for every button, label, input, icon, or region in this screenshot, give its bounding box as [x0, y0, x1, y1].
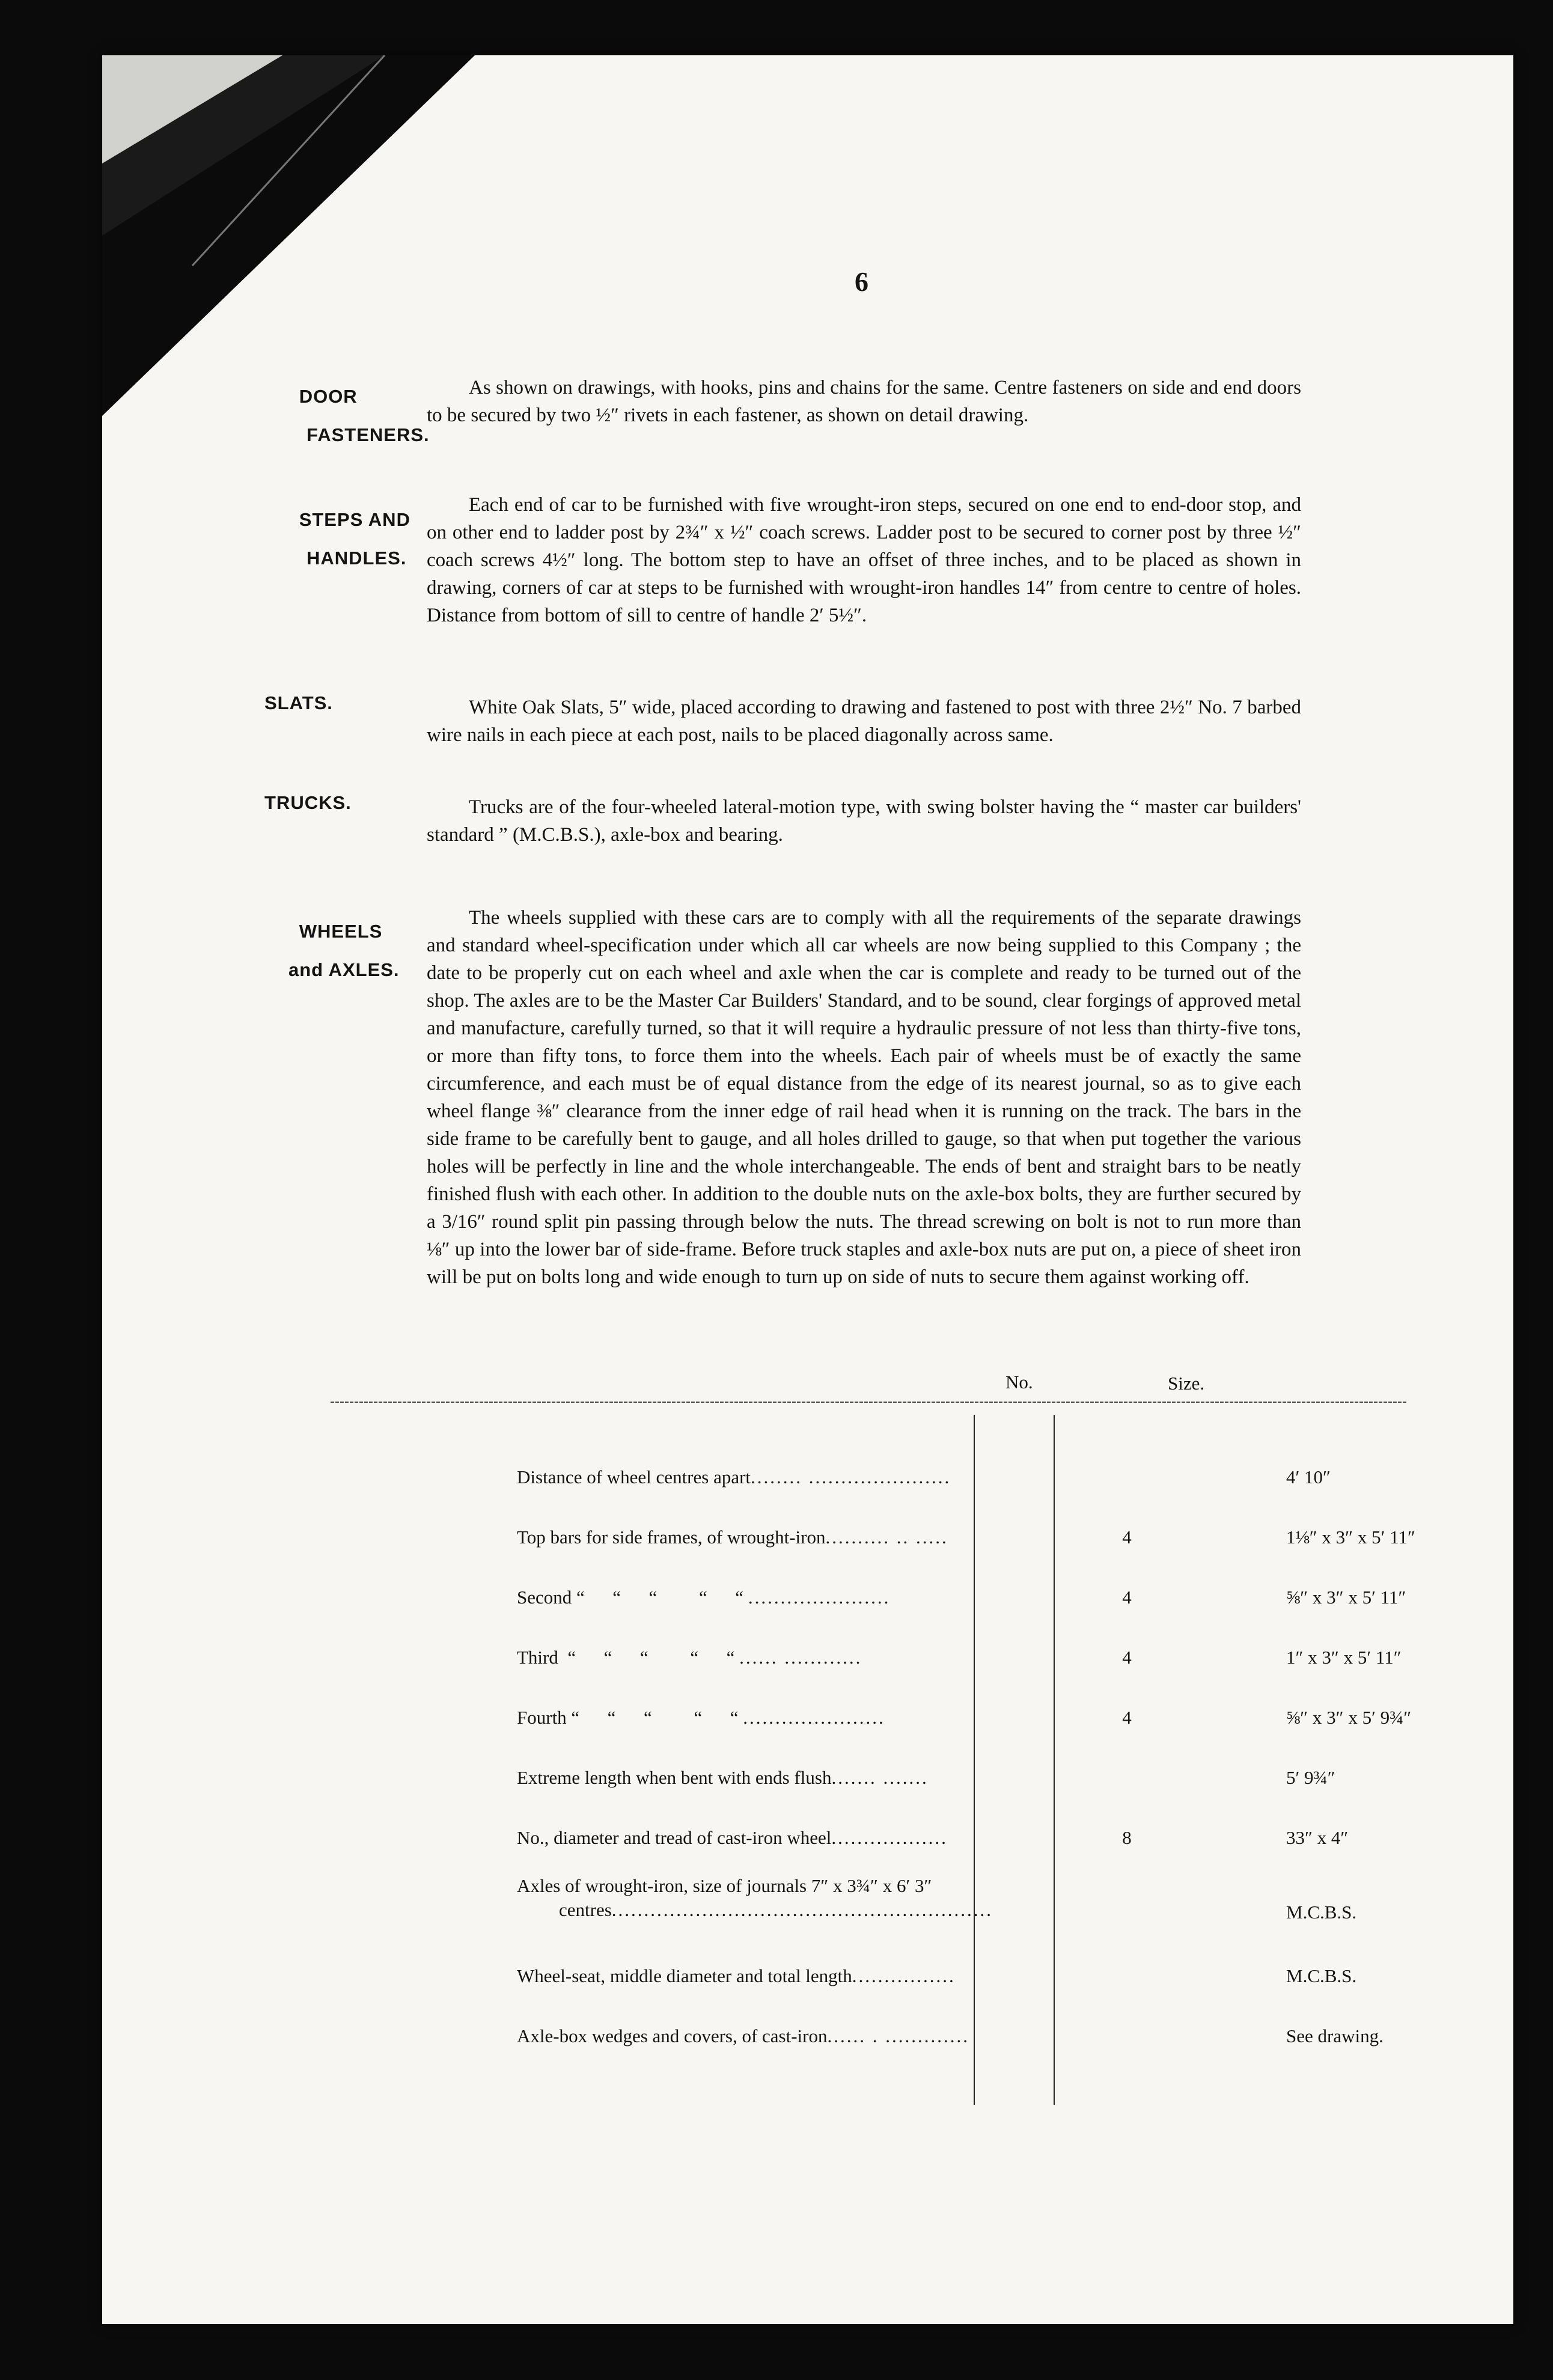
- table-row: [331, 1826, 1388, 1862]
- heading-line-1: WHEELS: [299, 921, 383, 942]
- heading-line-2: and AXLES.: [288, 959, 400, 980]
- section-body: The wheels supplied with these cars are to comply with all the requirements of the separate drawings and standard wheel-specification under which all car wheels are now being supplied to this Company ; the date to be properly cut on each wheel and axle when the car is complete and ready to be turned out of the shop. The axles are to be the Master Car Builders' Standard, and to be sound, clear forgings of approved metal and manufacture, carefully turned, so that it will require a hydraulic pressure of not less than thirty-five tons, or more than fifty tons, to force them into the wheels. Each pair of wheels must be of exactly the same circumference, and each must be of equal distance from the edge of its nearest journal, so as to give each wheel flange ⅜″ clearance from the inner edge of rail head when it is running on the track. The bars in the side frame to be carefully bent to gauge, and all holes drilled to gauge, so that when put together the various holes will be perfectly in line and the whole interchangeable. The ends of bent and straight bars to be neatly finished flush with each other. In addition to the double nuts on the axle-box bolts, they are further secured by a 3/16″ round split pin passing through below the nuts. The thread screwing on bolt is not to run more than ⅛″ up into the lower bar of side-frame. Before truck staples and axle-box nuts are put on, a piece of sheet iron will be put on bolts long and wide enough to turn up on side of nuts to secure them against working off.: [427, 907, 1301, 1288]
- table-row: [331, 1646, 1402, 1682]
- row-size: ⅝″ x 3″ x 5′ 11″: [1286, 1587, 1406, 1608]
- table-row: [331, 1465, 1388, 1501]
- column-header-size: Size.: [1168, 1373, 1205, 1394]
- row-number: 4: [1122, 1647, 1132, 1668]
- row-size: 1⅛″ x 3″ x 5′ 11″: [1286, 1527, 1415, 1548]
- heading-line-1: STEPS AND: [299, 509, 410, 530]
- page-curl-shadow: [102, 55, 475, 416]
- column-divider-right: [1054, 1415, 1055, 2105]
- section-heading: TRUCKS.: [264, 792, 352, 813]
- section-body: As shown on drawings, with hooks, pins and chains for the same. Centre fasteners on side and end doors to be secured by two ½″ rivets in each fastener, as shown on detail drawing.: [427, 377, 1301, 426]
- heading-line-1: DOOR: [299, 386, 358, 407]
- section-heading: [264, 491, 410, 606]
- document-page: [102, 55, 1513, 2324]
- row-description: Axles of wrought-iron, size of journals 7″ x 3¾″ x 6′ 3″ centres...........................................................: [517, 1875, 993, 1920]
- row-size: 4′ 10″: [1286, 1466, 1331, 1488]
- row-size: M.C.B.S.: [1286, 1965, 1357, 1986]
- row-description: Top bars for side frames, of wrought-iron.......... .. .....: [517, 1527, 948, 1548]
- column-header-no: No.: [1005, 1372, 1033, 1393]
- row-size: 1″ x 3″ x 5′ 11″: [1286, 1647, 1402, 1668]
- section-heading: [264, 903, 400, 1018]
- row-number: 8: [1122, 1827, 1132, 1848]
- row-number: 4: [1122, 1527, 1132, 1548]
- row-size: 33″ x 4″: [1286, 1827, 1349, 1848]
- page-number: 6: [855, 266, 868, 297]
- section-body: White Oak Slats, 5″ wide, placed according to drawing and fastened to post with three 2½″ No. 7 barbed wire nails in each piece at each post, nails to be placed diagonally across same.: [427, 697, 1301, 746]
- row-description: Fourth “ “ “ “ “ ......................: [517, 1707, 885, 1728]
- row-description: Axle-box wedges and covers, of cast-iron...... . .............: [517, 2025, 969, 2046]
- table-row: [331, 1706, 1412, 1742]
- row-size: M.C.B.S.: [1286, 1902, 1357, 1923]
- heading-line-2: FASTENERS.: [307, 424, 430, 445]
- row-description: Extreme length when bent with ends flush....... .......: [517, 1767, 929, 1788]
- section-body: Trucks are of the four-wheeled lateral-motion type, with swing bolster having the “ master car builders' standard ” (M.C.B.S.), axle-box and bearing.: [427, 796, 1301, 846]
- table-row: [331, 2024, 1388, 2060]
- table-row: [331, 1874, 1388, 1934]
- row-number: 4: [1122, 1587, 1132, 1608]
- row-description: Second “ “ “ “ “ ......................: [517, 1587, 891, 1608]
- table-row: [331, 1766, 1388, 1802]
- heading-line-2: HANDLES.: [307, 548, 407, 569]
- section-body: Each end of car to be furnished with five wrought-iron steps, secured on one end to end-door stop, and on other end to ladder post by 2¾″ x ½″ coach screws. Ladder post to be secured to corner post by three ½″ coach screws 4½″ long. The bottom step to have an offset of three inches, and to be placed as shown in drawing, corners of car at steps to be furnished with wrought-iron handles 14″ from centre to centre of holes. Distance from bottom of sill to centre of handle 2′ 5½″.: [427, 494, 1301, 626]
- row-description: Wheel-seat, middle diameter and total length................: [517, 1965, 956, 1986]
- row-number: 4: [1122, 1707, 1132, 1728]
- table-row: [331, 1585, 1406, 1622]
- table-row: [331, 1525, 1415, 1561]
- table-row: [331, 1964, 1388, 2000]
- row-description: No., diameter and tread of cast-iron wheel..................: [517, 1827, 948, 1848]
- section-heading: [264, 368, 430, 483]
- row-description: Distance of wheel centres apart........ ......................: [517, 1466, 951, 1488]
- row-description: Third “ “ “ “ “ ...... ............: [517, 1647, 862, 1668]
- row-size: See drawing.: [1286, 2025, 1384, 2046]
- row-size: ⅝″ x 3″ x 5′ 9¾″: [1286, 1707, 1412, 1728]
- section-heading: SLATS.: [264, 692, 333, 713]
- column-divider-left: [974, 1415, 975, 2105]
- table-top-rule: [331, 1400, 1406, 1404]
- row-size: 5′ 9¾″: [1286, 1767, 1335, 1788]
